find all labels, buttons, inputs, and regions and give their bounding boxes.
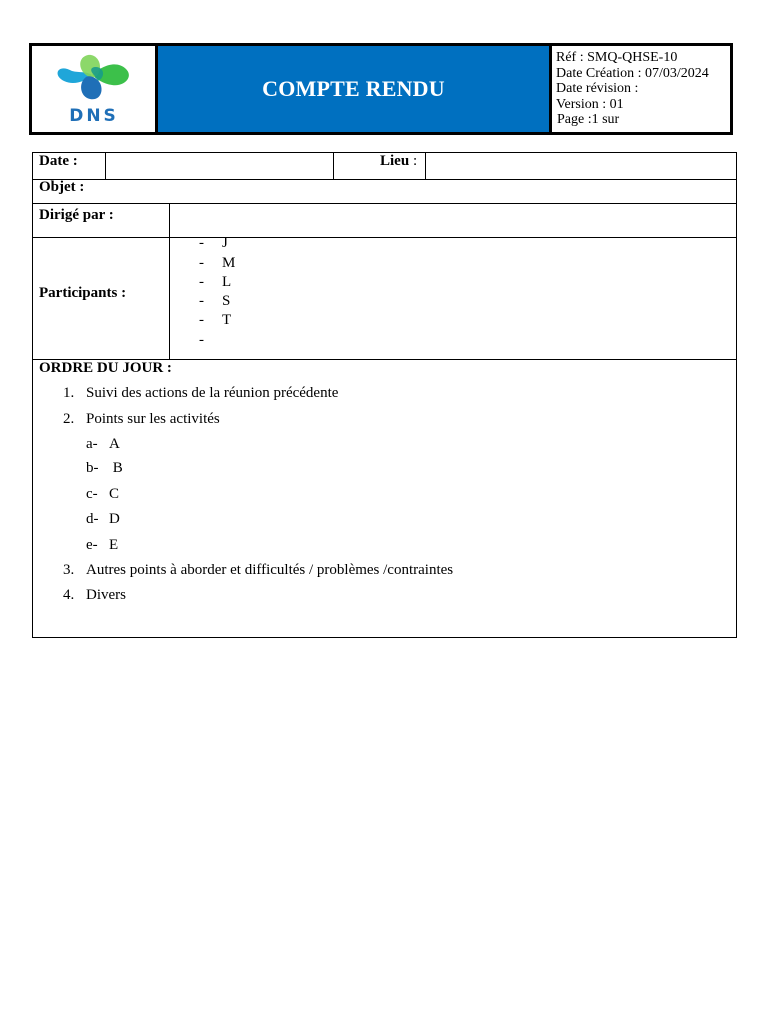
participant-name: T (222, 312, 232, 328)
participant-name: S (222, 293, 231, 309)
meta-version: Version : 01 (556, 96, 624, 112)
divider (333, 153, 334, 179)
date-field[interactable] (106, 153, 333, 179)
lieu-label-group (380, 153, 417, 170)
dirige-field[interactable] (170, 203, 736, 237)
participants-row: Participants : - J - M - L - S - T - (33, 237, 736, 360)
dns-logo (44, 49, 144, 129)
lieu-field[interactable] (426, 153, 736, 179)
participant-name: M (222, 255, 236, 271)
document-title: COMPTE RENDU (158, 46, 552, 132)
objet-row (33, 179, 736, 204)
divider (169, 237, 170, 359)
logo-cell (32, 46, 158, 132)
lieu-colon: : (412, 153, 418, 169)
date-label: Date : (39, 153, 78, 169)
meta-ref: Réf : SMQ-QHSE-10 (556, 50, 678, 65)
document-header (29, 43, 733, 135)
meta-date-revision: Date révision : (556, 81, 639, 97)
participant-name: J (222, 235, 228, 251)
logo-mark-icon (57, 55, 128, 99)
meeting-form: Date : Lieu : Objet : Dirigé par : Participants : - J - M - L - S - T - ORDRE DU JOUR : 1. Suivi des actions de la réunion précédente 2. Points sur les activités a- A b- B c- C d- D e- E 3. Autres points à aborder et difficultés / problèmes /contraintes 4. Divers (32, 152, 737, 638)
meta-date-creation: Date Création : 07/03/2024 (556, 65, 709, 81)
date-lieu-row (33, 153, 736, 180)
logo-text: DNS (68, 106, 119, 126)
participants-label: Participants : (39, 285, 127, 301)
meta-page: Page :1 sur (557, 112, 620, 128)
participant-name: L (222, 274, 232, 290)
dirige-label: Dirigé par : (39, 207, 114, 223)
dirige-row (33, 203, 736, 238)
document-meta (552, 46, 730, 132)
objet-label: Objet : (39, 179, 85, 195)
lieu-label: Lieu (380, 153, 410, 169)
agenda-title: ORDRE DU JOUR : (39, 360, 172, 376)
